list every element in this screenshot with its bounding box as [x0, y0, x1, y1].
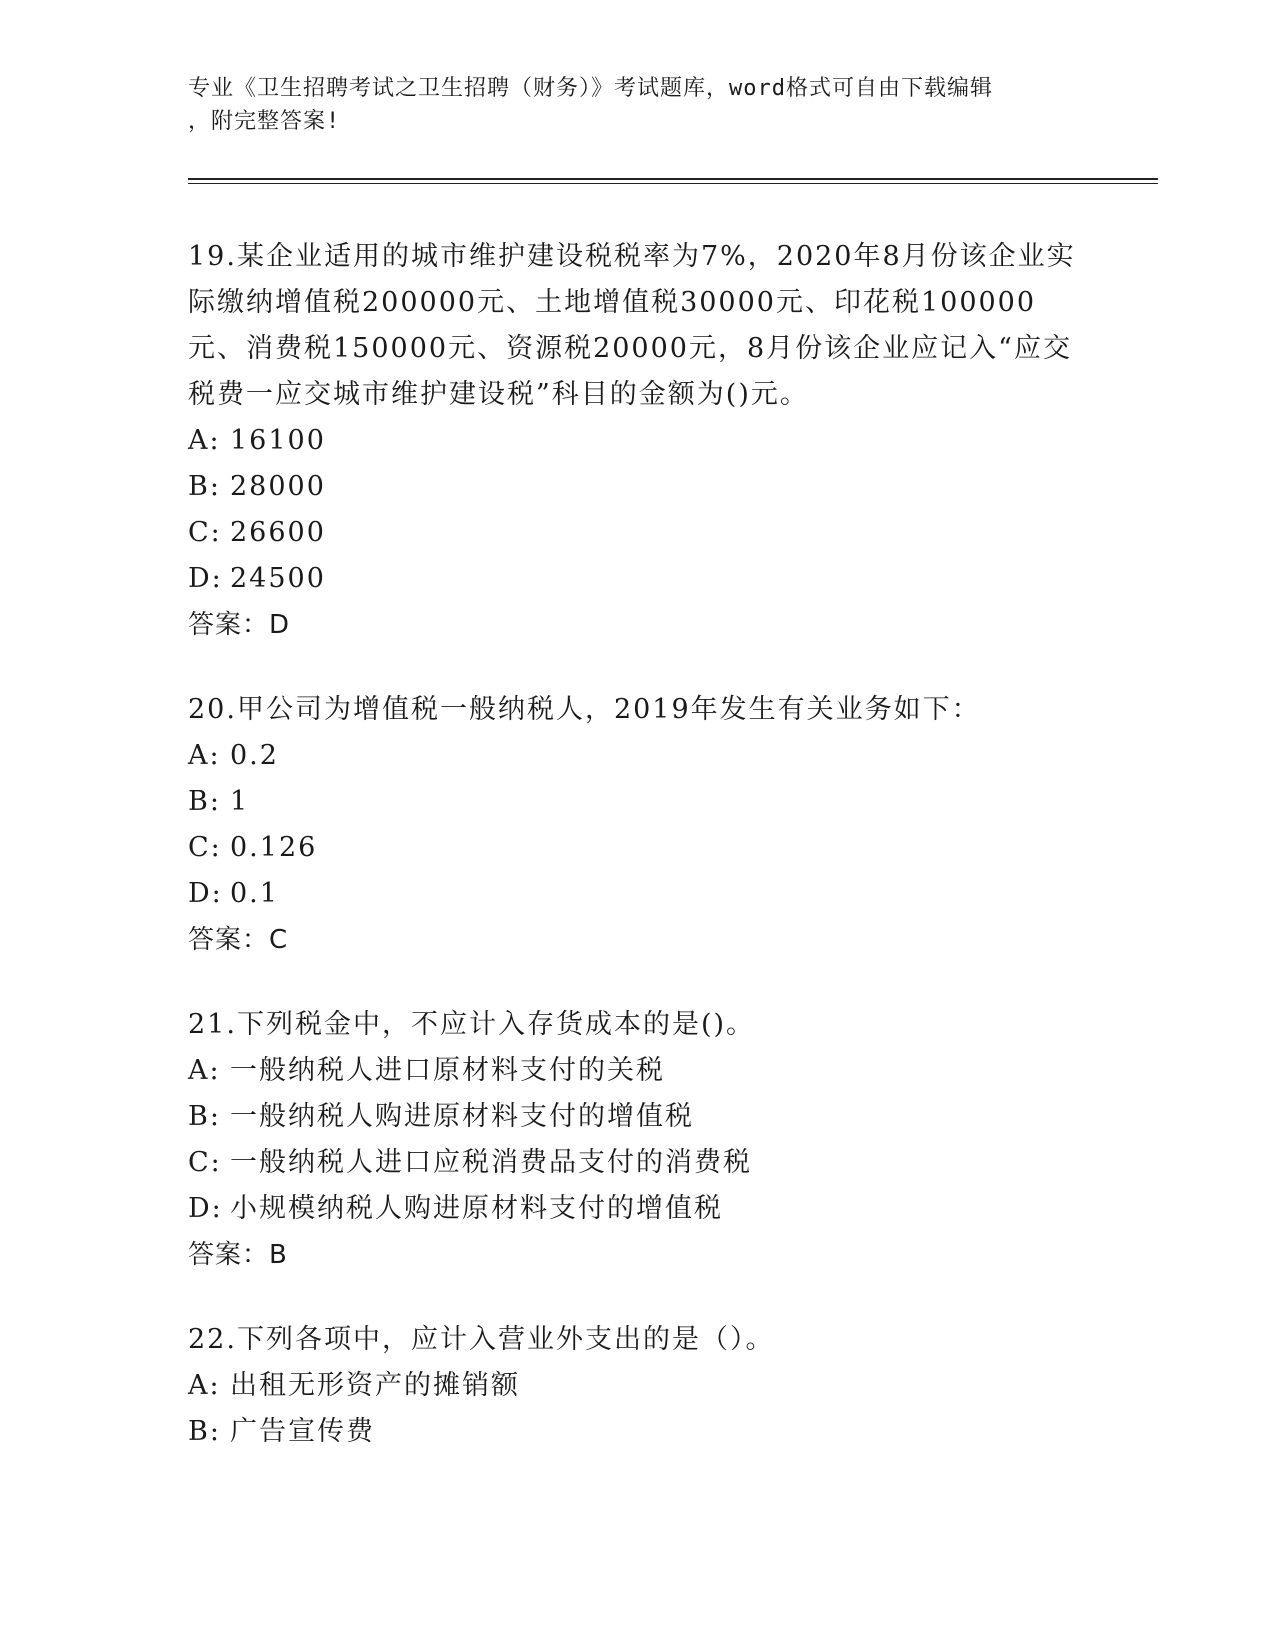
- option-text: 一般纳税人进口应税消费品支付的消费税: [230, 1147, 752, 1178]
- option-key: C:: [188, 1147, 222, 1178]
- option-a: [188, 1363, 1088, 1409]
- option-b: [188, 1409, 1088, 1455]
- option-a: [188, 418, 1088, 464]
- option-text: 0.126: [230, 832, 318, 863]
- option-text: 0.2: [230, 740, 279, 771]
- option-text: 26600: [230, 517, 326, 548]
- option-b: [188, 1094, 1088, 1140]
- option-text: 1: [230, 786, 250, 817]
- header-divider-thin: [188, 183, 1158, 184]
- option-key: B:: [188, 1416, 221, 1447]
- option-key: A:: [188, 425, 221, 456]
- header-line-1: 专业《卫生招聘考试之卫生招聘（财务）》考试题库，word格式可自由下载编辑: [188, 76, 993, 101]
- option-key: A:: [188, 1055, 221, 1086]
- option-c: [188, 510, 1088, 556]
- question-stem: 22.下列各项中，应计入营业外支出的是（）。: [188, 1324, 775, 1355]
- option-text: 广告宣传费: [230, 1416, 375, 1447]
- option-key: D:: [188, 878, 223, 909]
- option-key: D:: [188, 1193, 223, 1224]
- option-d: [188, 1186, 1088, 1232]
- option-key: A:: [188, 740, 221, 771]
- question-stem: 21.下列税金中，不应计入存货成本的是()。: [188, 1009, 756, 1040]
- answer-line: 答案：B: [188, 1240, 288, 1270]
- option-b: [188, 779, 1088, 825]
- option-c: [188, 825, 1088, 871]
- option-key: B:: [188, 1101, 221, 1132]
- question-stem: 19.某企业适用的城市维护建设税税率为7%，2020年8月份该企业实际缴纳增值税200000元、土地增值税30000元、印花税100000元、消费税150000元、资源税20000元，8月份该企业应记入“应交税费一应交城市维护建设税”科目的金额为()元。: [188, 241, 1076, 410]
- option-b: [188, 464, 1088, 510]
- question-19: [188, 234, 1088, 648]
- question-20: [188, 687, 1088, 963]
- option-a: [188, 1048, 1088, 1094]
- question-22: [188, 1317, 1088, 1455]
- option-text: 24500: [230, 563, 326, 594]
- option-text: 16100: [230, 425, 326, 456]
- option-text: 一般纳税人购进原材料支付的增值税: [230, 1101, 694, 1132]
- document-header: [188, 72, 1068, 138]
- option-text: 0.1: [230, 878, 279, 909]
- option-d: [188, 556, 1088, 602]
- option-key: B:: [188, 471, 221, 502]
- option-text: 小规模纳税人购进原材料支付的增值税: [230, 1193, 723, 1224]
- option-key: C:: [188, 517, 222, 548]
- header-line-2: ，附完整答案!: [188, 109, 341, 134]
- answer-line: 答案：C: [188, 925, 289, 955]
- question-list: [188, 234, 1088, 1494]
- header-divider: [188, 178, 1158, 180]
- option-a: [188, 733, 1088, 779]
- option-text: 出租无形资产的摊销额: [230, 1370, 520, 1401]
- option-key: A:: [188, 1370, 221, 1401]
- answer-line: 答案：D: [188, 610, 291, 640]
- question-21: [188, 1002, 1088, 1278]
- option-key: D:: [188, 563, 223, 594]
- option-text: 一般纳税人进口原材料支付的关税: [230, 1055, 665, 1086]
- question-stem: 20.甲公司为增值税一般纳税人，2019年发生有关业务如下：: [188, 694, 981, 725]
- option-key: B:: [188, 786, 221, 817]
- option-key: C:: [188, 832, 222, 863]
- option-d: [188, 871, 1088, 917]
- option-c: [188, 1140, 1088, 1186]
- option-text: 28000: [230, 471, 326, 502]
